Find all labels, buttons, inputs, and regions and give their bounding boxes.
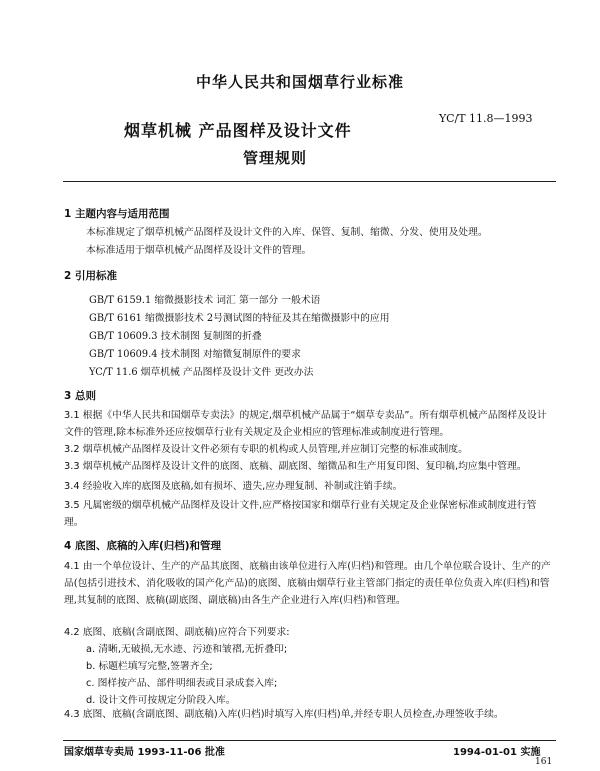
section-3-heading: 3 总则 [64,390,96,402]
section-1-para-2: 本标准适用于烟草机械产品图样及设计文件的管理。 [86,245,312,256]
reference-item: GB/T 10609.4 技术制图 对缩微复制原件的要求 [89,349,301,360]
reference-item: GB/T 6161 缩微摄影技术 2号测试图的特征及其在缩微摄影中的应用 [89,313,390,324]
page-number: 161 [535,757,553,767]
section-3-1-para: 3.1 根据《中华人民共和国烟草专卖法》的规定,烟草机械产品属于“烟草专卖品”。所有烟草机械产品图样及设计文件的管理,除本标准外还应按烟草行业有关规定及企业相应的管理标准或制度进行管理。 [64,410,547,438]
section-3-5-para: 3.5 凡属密级的烟草机械产品图样及设计文件,应严格按国家和烟草行业有关规定及企业保密标准或制度进行管理。 [64,500,537,528]
section-4-heading: 4 底图、底稿的入库(归档)和管理 [64,540,222,552]
section-3-3-para: 3.3 烟草机械产品图样及设计文件的底图、底稿、副底图、缩微品和生产用复印图、复印稿,均应集中管理。 [64,461,527,472]
reference-item: GB/T 6159.1 缩微摄影技术 词汇 第一部分 一般术语 [89,295,321,306]
footer-divider [63,740,556,741]
section-4-3-para: 4.3 底图、底稿(含副底图、副底稿)入库(归档)时填写入库(归档)单,并经专职人员检查,办理签收手续。 [64,709,504,720]
section-2-heading: 2 引用标准 [64,270,117,282]
reference-item: YC/T 11.6 烟草机械 产品图样及设计文件 更改办法 [89,367,314,378]
standard-category-title: 中华人民共和国烟草行业标准 [195,73,404,91]
section-3-2-para: 3.2 烟草机械产品图样及设计文件必须有专职的机构或人员管理,并应制订完整的标准或制度。 [64,444,468,455]
list-item: c. 图样按产品、部件明细表或目录成套入库; [86,678,278,689]
reference-item: GB/T 10609.3 技术制图 复制图的折叠 [89,331,262,342]
standard-number: YC/T 11.8—1993 [439,112,533,125]
section-4-2-para: 4.2 底图、底稿(含副底图、副底稿)应符合下列要求: [64,627,290,638]
approval-line: 国家烟草专卖局 1993-11-06 批准 [64,747,225,758]
document-title-line2: 管理规则 [243,149,308,167]
list-item: b. 标题栏填写完整,签署齐全; [86,661,213,672]
document-title-line1: 烟草机械 产品图样及设计文件 [124,121,352,140]
section-4-1-para: 4.1 由一个单位设计、生产的产品其底图、底稿由该单位进行入库(归档)和管理。由几个单位联合设计、生产的产品(包括引进技术、消化吸收的国产化产品)的底图、底稿由烟草行业主管部门指定的责任单位负责入库(归档)和管理,其复制的底图、底稿(副底图、副底稿)由各生产企业进行入库(归档)和管理。 [64,561,551,606]
list-item: d. 设计文件可按规定分阶段入库。 [86,695,236,706]
section-1-heading: 1 主题内容与适用范围 [64,208,170,220]
list-item: a. 清晰,无破损,无水迹、污迹和皱褶,无折叠印; [86,644,288,655]
implementation-line: 1994-01-01 实施 [453,747,541,758]
section-3-4-para: 3.4 经验收入库的底图及底稿,如有损坏、遗失,应办理复制、补制或注销手续。 [64,481,403,492]
header-divider [63,181,556,182]
section-1-para-1: 本标准规定了烟草机械产品图样及设计文件的入库、保管、复制、缩微、分发、使用及处理。 [86,227,488,238]
